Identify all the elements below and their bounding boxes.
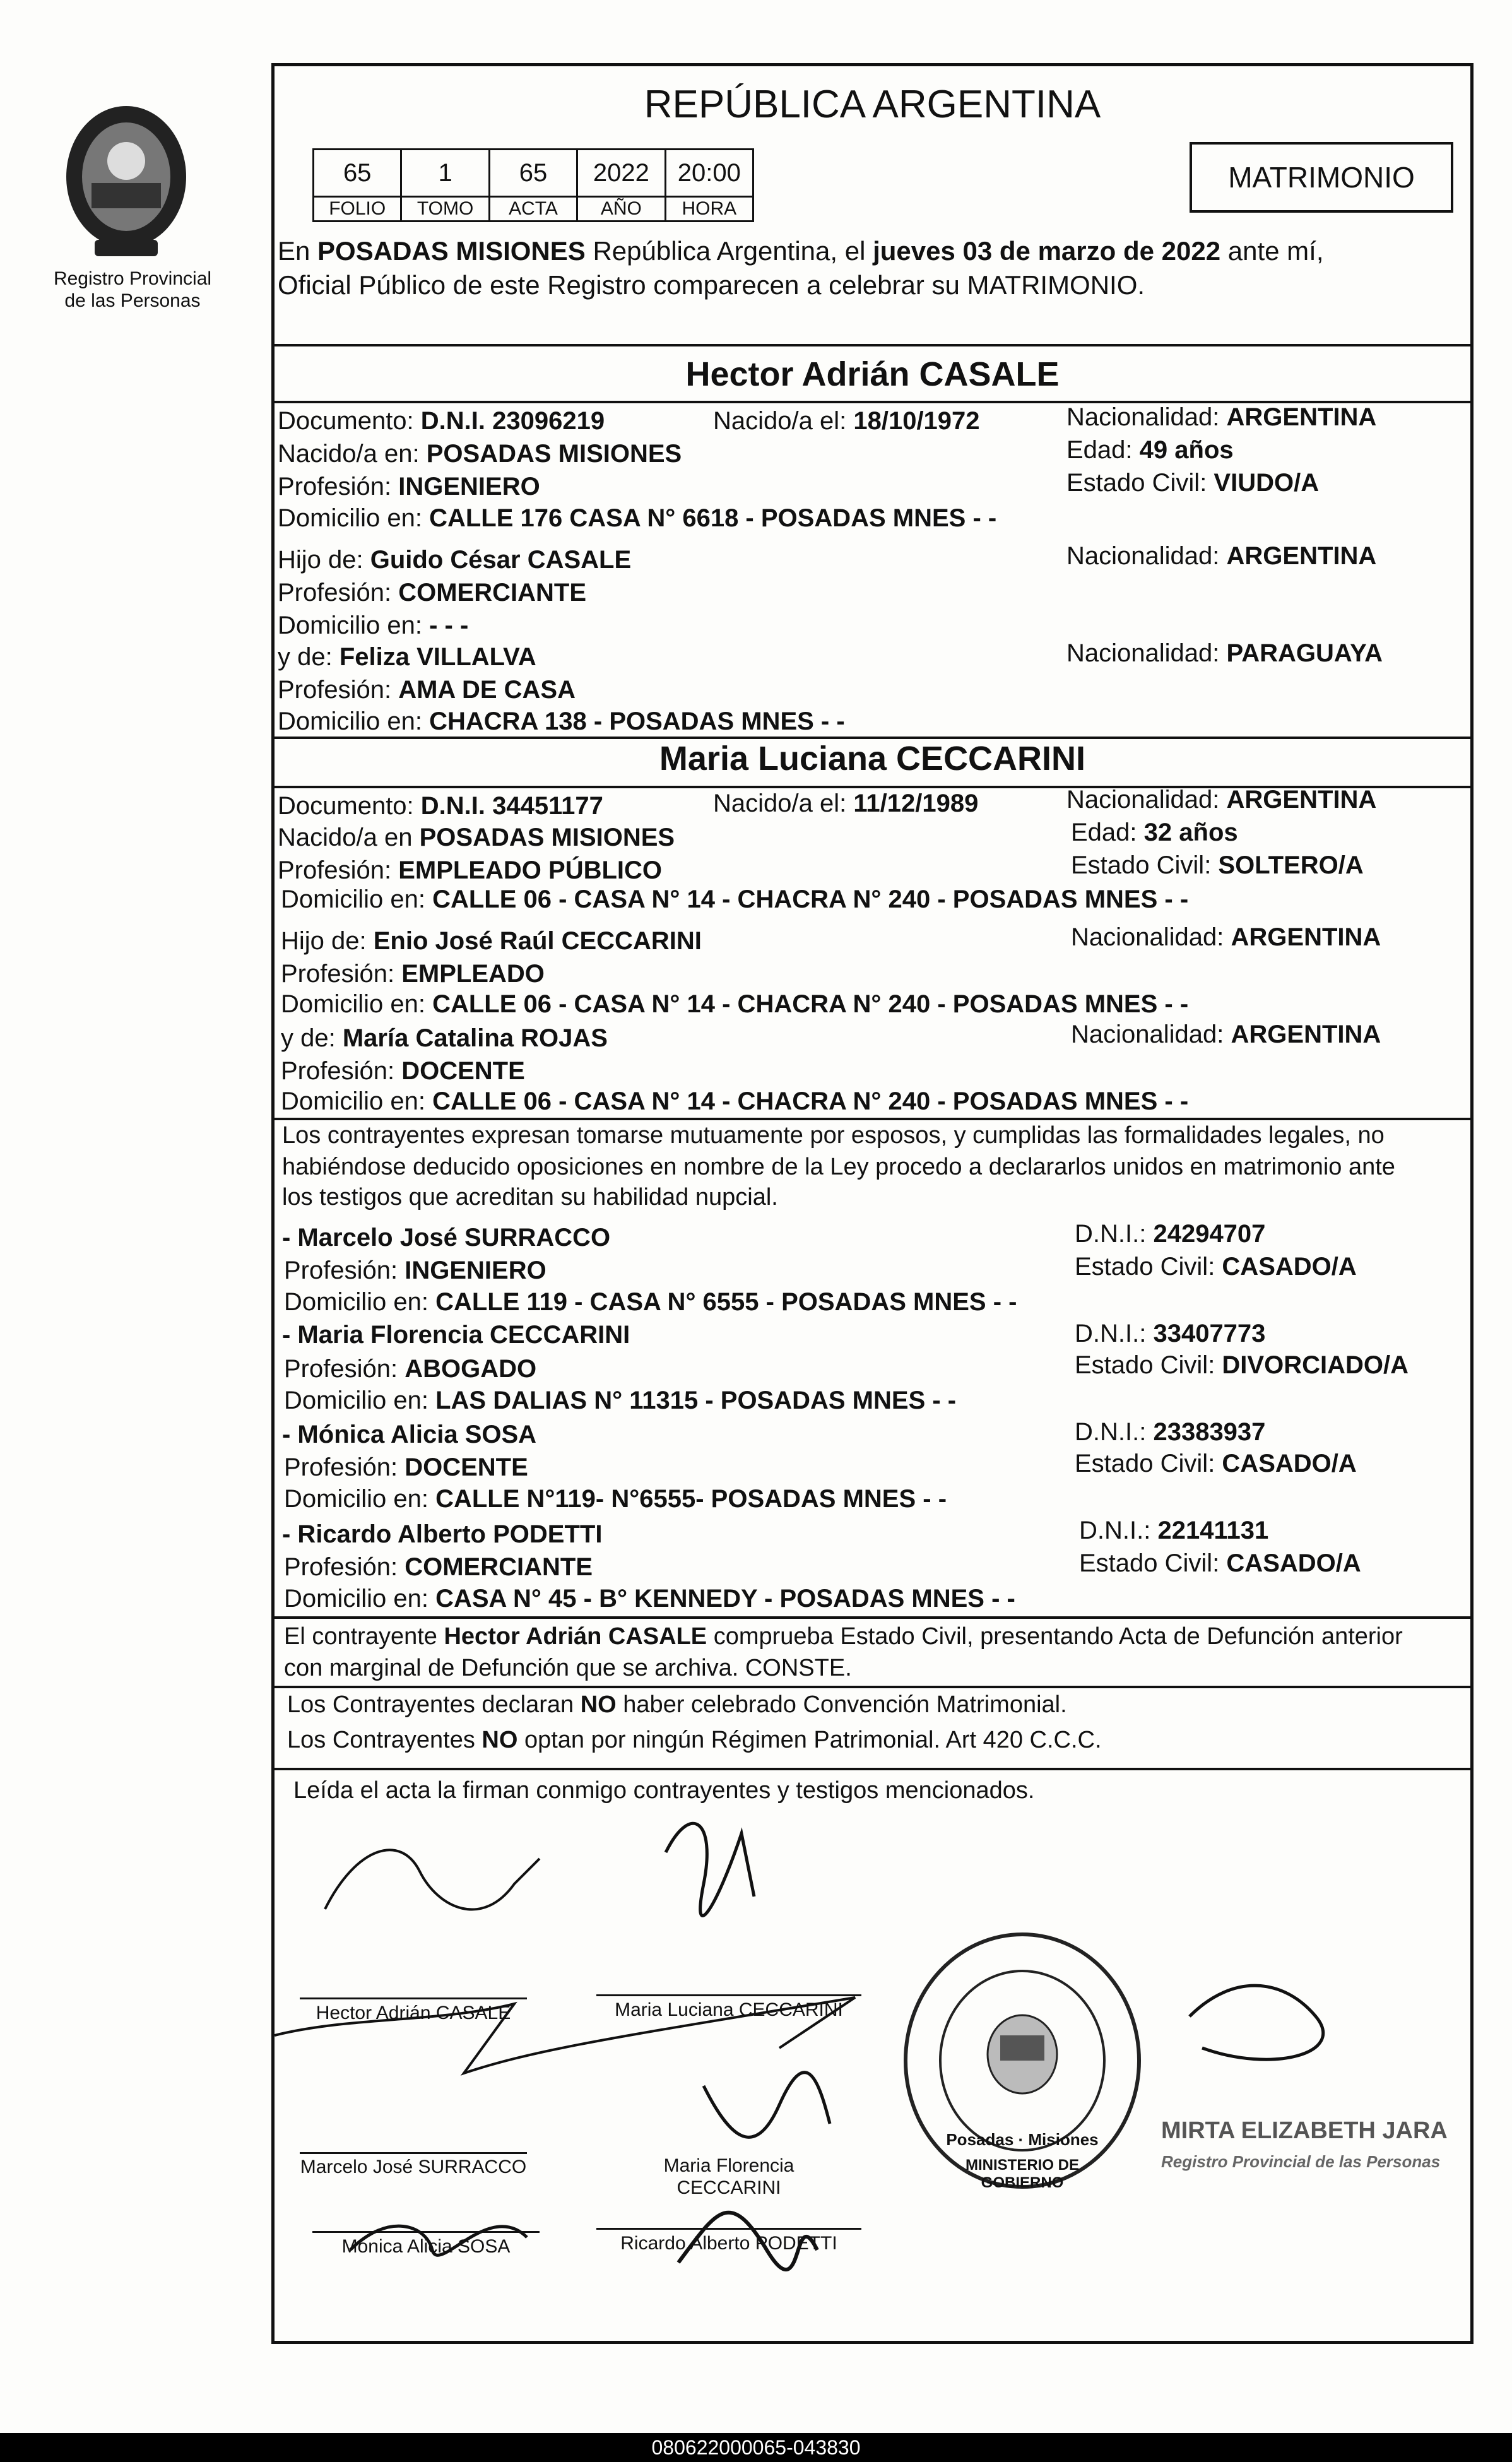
- signature-label-bride: Maria Luciana CECCARINI: [615, 1999, 843, 2020]
- groom-name: Hector Adrián CASALE: [685, 355, 1060, 393]
- registry-logo: [44, 95, 208, 271]
- seal-ministry-text: MINISTERIO DE GOBIERNO: [965, 2157, 1079, 2191]
- groom-birthdate: Nacido/a el: 18/10/1972: [713, 407, 980, 435]
- bride-name: Maria Luciana CECCARINI: [659, 740, 1086, 778]
- witness-dni: D.N.I.: 33407773: [1075, 1320, 1266, 1347]
- groom-mother: y de: Feliza VILLALVA: [278, 643, 536, 671]
- officer-name: MIRTA ELIZABETH JARA: [1161, 2117, 1448, 2144]
- groom-age: Edad: 49 años: [1066, 436, 1234, 464]
- witness-name: - Ricardo Alberto PODETTI: [282, 1520, 603, 1548]
- signature-label-witness-3: Mónica Alicia SOSA: [341, 2236, 511, 2257]
- witness-name: - Marcelo José SURRACCO: [282, 1224, 611, 1252]
- signature-label-witness-4: Ricardo Alberto PODETTI: [620, 2233, 837, 2254]
- intro-line2: Oficial Público de este Registro comparecen a celebrar su MATRIMONIO.: [278, 270, 1145, 300]
- groom-father-address: Domicilio en: - - -: [278, 612, 469, 639]
- witness-address: Domicilio en: LAS DALIAS N° 11315 - POSADAS MNES - -: [284, 1387, 957, 1414]
- anio-value: 2022: [577, 150, 665, 197]
- record-meta-table: [312, 148, 754, 222]
- signature-label-groom: Hector Adrián CASALE: [316, 2003, 511, 2023]
- declaration-line2: habiéndose deducido oposiciones en nombre de la Ley procedo a declararlos unidos en matrimonio ante: [282, 1154, 1395, 1180]
- seal-city-text: Posadas · Misiones: [946, 2130, 1099, 2149]
- bride-nationality: Nacionalidad: ARGENTINA: [1066, 786, 1377, 814]
- signature-label-witness-1: Marcelo José SURRACCO: [300, 2157, 527, 2177]
- witness-profession: Profesión: ABOGADO: [284, 1355, 537, 1383]
- witness-address: Domicilio en: CALLE 119 - CASA N° 6555 - POSADAS MNES - -: [284, 1288, 1017, 1316]
- groom-address: Domicilio en: CALLE 176 CASA N° 6618 - POSADAS MNES - -: [278, 504, 997, 532]
- logo-label-line2: de las Personas: [64, 290, 201, 311]
- declaration-line3: los testigos que acreditan su habilidad nupcial.: [282, 1184, 778, 1210]
- witness-civil-status: Estado Civil: DIVORCIADO/A: [1075, 1351, 1409, 1379]
- declaration-line1: Los contrayentes expresan tomarse mutuamente por esposos, y cumplidas las formalidades legales, no: [282, 1122, 1385, 1149]
- groom-nationality: Nacionalidad: ARGENTINA: [1066, 403, 1377, 431]
- groom-mother-nationality: Nacionalidad: PARAGUAYA: [1066, 639, 1383, 667]
- civil-status-note-line1: El contrayente Hector Adrián CASALE comprueba Estado Civil, presentando Acta de Defunción anterior: [284, 1623, 1403, 1650]
- witness-civil-status: Estado Civil: CASADO/A: [1079, 1549, 1361, 1577]
- bride-father-nationality: Nacionalidad: ARGENTINA: [1071, 923, 1381, 951]
- signatures-intro: Leída el acta la firman conmigo contrayentes y testigos mencionados.: [293, 1777, 1035, 1804]
- groom-document: Documento: D.N.I. 23096219: [278, 407, 605, 435]
- bride-father-profession: Profesión: EMPLEADO: [281, 960, 545, 988]
- bride-mother: y de: María Catalina ROJAS: [281, 1024, 608, 1052]
- bride-address: Domicilio en: CALLE 06 - CASA N° 14 - CHACRA N° 240 - POSADAS MNES - -: [281, 885, 1189, 913]
- logo-label-line1: Registro Provincial: [53, 268, 212, 289]
- witness-address: Domicilio en: CALLE N°119- N°6555- POSADAS MNES - -: [284, 1485, 947, 1513]
- officer-org: Registro Provincial de las Personas: [1161, 2152, 1441, 2171]
- intro-line1: En POSADAS MISIONES República Argentina, el jueves 03 de marzo de 2022 ante mí,: [278, 236, 1324, 266]
- bride-mother-address: Domicilio en: CALLE 06 - CASA N° 14 - CHACRA N° 240 - POSADAS MNES - -: [281, 1087, 1189, 1115]
- witness-name: - Maria Florencia CECCARINI: [282, 1321, 630, 1349]
- groom-profession: Profesión: INGENIERO: [278, 473, 540, 500]
- witness-name: - Mónica Alicia SOSA: [282, 1421, 537, 1448]
- groom-father: Hijo de: Guido César CASALE: [278, 546, 632, 574]
- bride-age: Edad: 32 años: [1071, 819, 1238, 846]
- witness-profession: Profesión: INGENIERO: [284, 1257, 546, 1284]
- marriage-certificate: [271, 63, 1474, 2344]
- regime-line1: Los Contrayentes declaran NO haber celebrado Convención Matrimonial.: [287, 1691, 1067, 1718]
- bride-birthdate: Nacido/a el: 11/12/1989: [713, 790, 979, 817]
- folio-value: 65: [314, 150, 401, 197]
- bride-father: Hijo de: Enio José Raúl CECCARINI: [281, 927, 702, 955]
- witness-address: Domicilio en: CASA N° 45 - B° KENNEDY - POSADAS MNES - -: [284, 1585, 1015, 1613]
- groom-mother-profession: Profesión: AMA DE CASA: [278, 676, 576, 704]
- bride-profession: Profesión: EMPLEADO PÚBLICO: [278, 856, 663, 884]
- document-type-box: MATRIMONIO: [1190, 142, 1453, 213]
- witness-profession: Profesión: DOCENTE: [284, 1453, 528, 1481]
- coat-of-arms-icon: [44, 95, 208, 259]
- tomo-value: 1: [401, 150, 489, 197]
- signature-label-witness-2-line1: Maria Florencia: [663, 2155, 794, 2176]
- acta-value: 65: [489, 150, 577, 197]
- regime-line2: Los Contrayentes NO optan por ningún Régimen Patrimonial. Art 420 C.C.C.: [287, 1727, 1102, 1753]
- witness-dni: D.N.I.: 24294707: [1075, 1220, 1266, 1248]
- hora-value: 20:00: [665, 150, 753, 197]
- bride-birthplace: Nacido/a en POSADAS MISIONES: [278, 824, 675, 851]
- witness-dni: D.N.I.: 23383937: [1075, 1418, 1266, 1446]
- groom-birthplace: Nacido/a en: POSADAS MISIONES: [278, 440, 682, 468]
- witness-profession: Profesión: COMERCIANTE: [284, 1553, 593, 1581]
- witness-civil-status: Estado Civil: CASADO/A: [1075, 1253, 1357, 1281]
- groom-father-nationality: Nacionalidad: ARGENTINA: [1066, 542, 1377, 570]
- document-barcode-id: 080622000065-043830: [0, 2433, 1512, 2462]
- groom-mother-address: Domicilio en: CHACRA 138 - POSADAS MNES - -: [278, 707, 845, 735]
- acta-label: ACTA: [489, 197, 577, 222]
- bride-mother-nationality: Nacionalidad: ARGENTINA: [1071, 1021, 1381, 1048]
- official-seal-icon: [896, 1928, 1149, 2193]
- tomo-label: TOMO: [401, 197, 489, 222]
- witness-dni: D.N.I.: 22141131: [1079, 1517, 1269, 1544]
- bride-civil-status: Estado Civil: SOLTERO/A: [1071, 851, 1364, 879]
- hora-label: HORA: [665, 197, 753, 222]
- folio-label: FOLIO: [314, 197, 401, 222]
- civil-status-note-line2: con marginal de Defunción que se archiva. CONSTE.: [284, 1655, 852, 1681]
- groom-father-profession: Profesión: COMERCIANTE: [278, 579, 586, 607]
- bride-mother-profession: Profesión: DOCENTE: [281, 1057, 525, 1085]
- bride-document: Documento: D.N.I. 34451177: [278, 792, 603, 820]
- bride-father-address: Domicilio en: CALLE 06 - CASA N° 14 - CHACRA N° 240 - POSADAS MNES - -: [281, 990, 1189, 1018]
- groom-civil-status: Estado Civil: VIUDO/A: [1066, 469, 1320, 497]
- anio-label: AÑO: [577, 197, 665, 222]
- witness-civil-status: Estado Civil: CASADO/A: [1075, 1450, 1357, 1477]
- document-title: REPÚBLICA ARGENTINA: [644, 83, 1101, 126]
- signature-label-witness-2-line2: CECCARINI: [676, 2177, 781, 2198]
